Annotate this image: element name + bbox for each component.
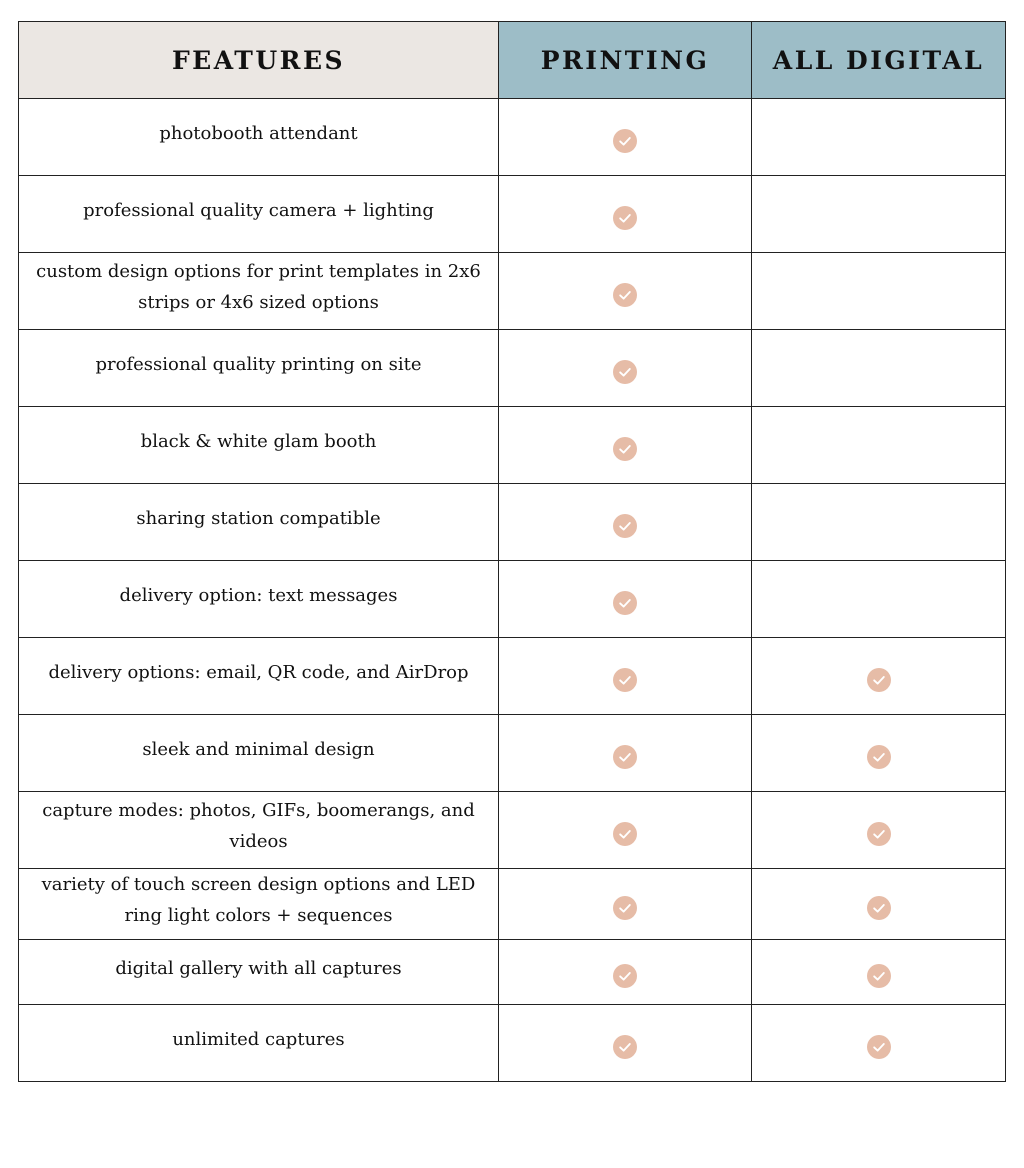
printing-cell: [499, 407, 752, 484]
all-digital-cell: [752, 253, 1006, 330]
table-row: [19, 330, 1006, 407]
feature-label: sleek and minimal design: [142, 738, 375, 760]
checkmark-circle-icon: [867, 745, 891, 769]
checkmark-circle-icon: [867, 668, 891, 692]
all-digital-cell: [752, 869, 1006, 940]
printing-cell: [499, 561, 752, 638]
features-column-header: FEATURES: [19, 22, 499, 99]
table-row: [19, 99, 1006, 176]
printing-cell: [499, 484, 752, 561]
printing-cell: [499, 330, 752, 407]
feature-cell: [19, 869, 499, 940]
printing-cell: [499, 176, 752, 253]
printing-cell: [499, 99, 752, 176]
all-digital-cell: [752, 1005, 1006, 1082]
feature-label: capture modes: photos, GIFs, boomerangs, and videos: [42, 800, 475, 852]
feature-label: delivery option: text messages: [119, 584, 398, 606]
table-row: [19, 253, 1006, 330]
table-row: [19, 715, 1006, 792]
checkmark-circle-icon: [613, 896, 637, 920]
checkmark-circle-icon: [613, 360, 637, 384]
feature-label: custom design options for print templates in 2x6 strips or 4x6 sized options: [36, 261, 481, 313]
checkmark-circle-icon: [613, 129, 637, 153]
feature-cell: [19, 792, 499, 869]
feature-label: delivery options: email, QR code, and AirDrop: [48, 661, 469, 683]
feature-cell: [19, 484, 499, 561]
checkmark-circle-icon: [613, 964, 637, 988]
feature-cell: [19, 99, 499, 176]
all-digital-cell: [752, 561, 1006, 638]
features-comparison-table: [18, 21, 1006, 1082]
all-digital-cell: [752, 715, 1006, 792]
printing-cell: [499, 940, 752, 1005]
feature-cell: [19, 638, 499, 715]
table-row: [19, 407, 1006, 484]
table-row: [19, 176, 1006, 253]
checkmark-circle-icon: [867, 896, 891, 920]
feature-cell: [19, 176, 499, 253]
checkmark-circle-icon: [613, 822, 637, 846]
all-digital-cell: [752, 792, 1006, 869]
printing-cell: [499, 1005, 752, 1082]
checkmark-circle-icon: [613, 745, 637, 769]
table-row: [19, 869, 1006, 940]
feature-cell: [19, 330, 499, 407]
feature-cell: [19, 715, 499, 792]
feature-label: professional quality camera + lighting: [83, 199, 434, 221]
feature-cell: [19, 940, 499, 1005]
table-row: [19, 484, 1006, 561]
table-body: [19, 99, 1006, 1082]
table-row: [19, 561, 1006, 638]
checkmark-circle-icon: [867, 964, 891, 988]
checkmark-circle-icon: [613, 591, 637, 615]
checkmark-circle-icon: [613, 437, 637, 461]
table-row: [19, 792, 1006, 869]
feature-label: digital gallery with all captures: [115, 957, 402, 979]
printing-cell: [499, 638, 752, 715]
checkmark-circle-icon: [613, 514, 637, 538]
feature-label: unlimited captures: [172, 1028, 345, 1050]
table-row: [19, 940, 1006, 1005]
printing-cell: [499, 253, 752, 330]
feature-cell: [19, 1005, 499, 1082]
table-row: [19, 638, 1006, 715]
all-digital-cell: [752, 407, 1006, 484]
feature-label: variety of touch screen design options and LED ring light colors + sequences: [41, 874, 476, 926]
all-digital-cell: [752, 638, 1006, 715]
all-digital-column-header: ALL DIGITAL: [752, 22, 1006, 99]
all-digital-cell: [752, 330, 1006, 407]
feature-label: black & white glam booth: [140, 430, 377, 452]
checkmark-circle-icon: [867, 822, 891, 846]
all-digital-cell: [752, 940, 1006, 1005]
checkmark-circle-icon: [613, 668, 637, 692]
checkmark-circle-icon: [613, 206, 637, 230]
all-digital-cell: [752, 99, 1006, 176]
feature-cell: [19, 407, 499, 484]
all-digital-cell: [752, 176, 1006, 253]
feature-label: sharing station compatible: [136, 507, 381, 529]
feature-cell: [19, 253, 499, 330]
table-header-row: [19, 22, 1006, 99]
printing-cell: [499, 792, 752, 869]
printing-cell: [499, 715, 752, 792]
all-digital-cell: [752, 484, 1006, 561]
checkmark-circle-icon: [867, 1035, 891, 1059]
checkmark-circle-icon: [613, 283, 637, 307]
checkmark-circle-icon: [613, 1035, 637, 1059]
printing-cell: [499, 869, 752, 940]
feature-cell: [19, 561, 499, 638]
feature-label: photobooth attendant: [159, 122, 358, 144]
table-row: [19, 1005, 1006, 1082]
printing-column-header: PRINTING: [499, 22, 752, 99]
feature-label: professional quality printing on site: [95, 353, 422, 375]
